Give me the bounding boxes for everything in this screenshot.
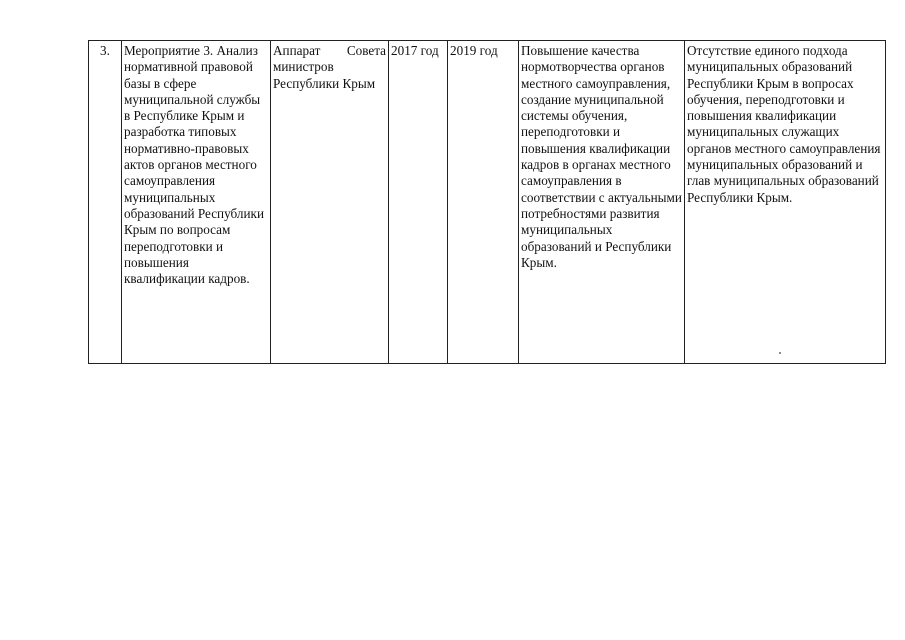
row-number-cell bbox=[89, 41, 122, 364]
expected-result-text: Повышение качества нормотворчества органов местного самоуправления, создание муниципальной системы обучения, переподготовки и повышения квалификации кадров в органах местного самоуправления в соответствии с актуальными потребностями развития муниципальных образований и Республики Крым. bbox=[521, 43, 682, 270]
end-year: 2019 год bbox=[450, 43, 498, 58]
row-number: 3. bbox=[100, 43, 110, 58]
start-year-cell bbox=[389, 41, 448, 364]
table-row bbox=[89, 41, 886, 364]
consequences-text: Отсутствие единого подхода муниципальных образований Республики Крым в вопросах обучения, переподготовки и повышения квалификации муниципальных служащих органов местного самоуправления муниципальных образований и глав муниципальных образований Республики Крым. bbox=[687, 43, 881, 205]
expected-result-cell bbox=[519, 41, 685, 364]
end-year-cell bbox=[448, 41, 519, 364]
activity-cell bbox=[122, 41, 271, 364]
start-year: 2017 год bbox=[391, 43, 439, 58]
activity-text: Мероприятие 3. Анализ нормативной правовой базы в сфере муниципальной службы в Республике Крым и разработка типовых нормативно-правовых актов органов местного самоуправления муниципальных образований Республики Крым по вопросам переподготовки и повышения квалификации кадров. bbox=[124, 43, 265, 287]
executor-cell bbox=[271, 41, 389, 364]
consequences-cell bbox=[685, 41, 886, 364]
scan-speck bbox=[779, 352, 781, 354]
measures-table bbox=[88, 40, 886, 364]
executor-text: Аппарат Совета министров Республики Крым bbox=[273, 43, 386, 91]
